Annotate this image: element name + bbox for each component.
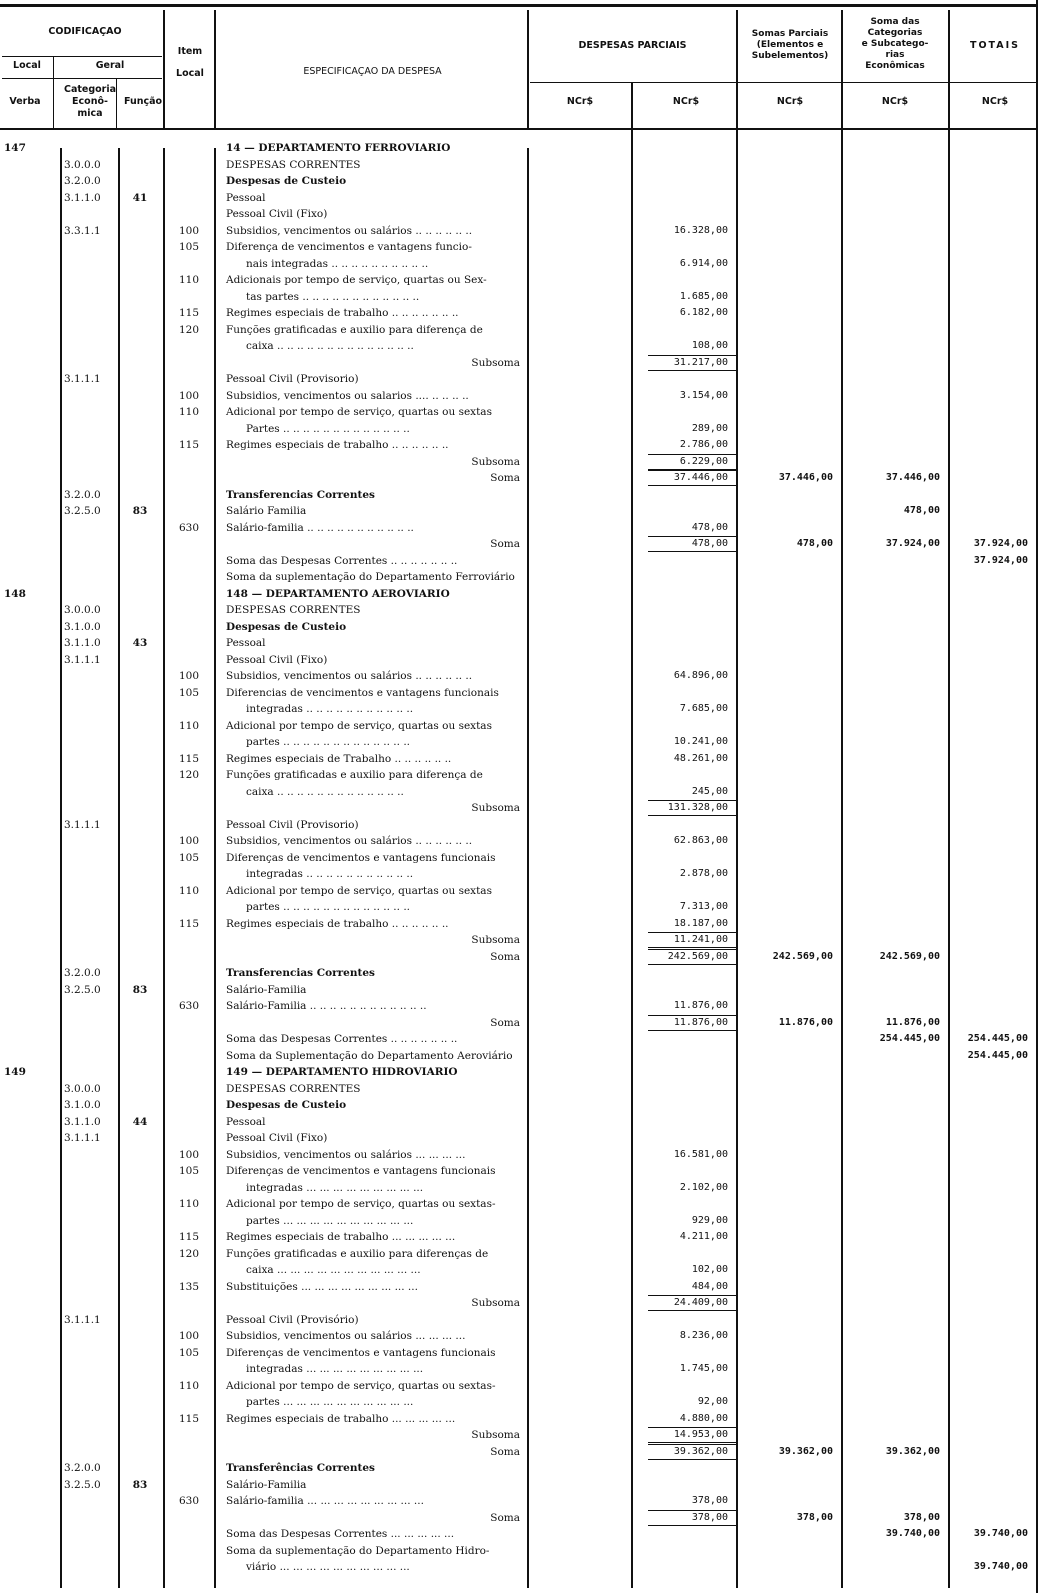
func: 83 [132,505,148,517]
v1: 245,00 [691,786,728,797]
item: 110 [178,885,200,897]
item: 115 [178,1413,200,1425]
spec: nais integradas .. .. .. .. .. .. .. .. .. .. [246,258,429,270]
sum-rule [648,485,736,486]
currency-col5: NCr$ [981,96,1009,107]
spec: Pessoal Civil (Fixo) [226,208,328,220]
currency-col1: NCr$ [566,96,594,107]
v1: 2.102,00 [679,1182,728,1193]
item: 115 [178,439,200,451]
item: 120 [178,769,200,781]
item: 120 [178,324,200,336]
spec: Soma das Despesas Correntes ... ... ... ... ... [226,1528,455,1540]
column-rule [841,128,843,1588]
spec: Soma [490,1446,520,1458]
v1: 4.211,00 [679,1231,728,1242]
sum-rule [648,1510,736,1511]
spec: Pessoal Civil (Provisorio) [226,373,359,385]
item: 115 [178,918,200,930]
cat: 3.2.0.0 [64,175,101,187]
item: 105 [178,687,200,699]
cat: 3.1.1.0 [64,1116,101,1128]
header-rule [530,82,1036,83]
v3: 478,00 [903,505,940,516]
v4: 37.924,00 [973,538,1028,549]
v1: 108,00 [691,340,728,351]
item: 110 [178,274,200,286]
spec: Subsoma [471,357,520,369]
v1: 92,00 [697,1396,728,1407]
func: 43 [132,637,148,649]
cat: 3.2.5.0 [64,505,101,517]
item: 105 [178,241,200,253]
v1: 929,00 [691,1215,728,1226]
sum-rule [648,815,736,816]
v1: 4.880,00 [679,1413,728,1424]
spec: Soma da Suplementação do Departamento Aeroviário [226,1050,513,1062]
spec: Adicional por tempo de serviço, quartas ou sextas- [226,1198,496,1210]
spec: Subsidios, vencimentos ou salários .. .. .. .. .. .. [226,225,473,237]
spec: Partes .. .. .. .. .. .. .. .. .. .. .. .. .. [246,423,410,435]
verba: 149 [4,1066,26,1078]
spec: DESPESAS CORRENTES [226,159,361,171]
v2: 478,00 [796,538,833,549]
spec: Soma da suplementação do Departamento Hidro- [226,1545,490,1557]
spec: Substituições ... ... ... ... ... ... ... ... ... [226,1281,418,1293]
v1: 62.863,00 [673,835,728,846]
spec: Soma [490,951,520,963]
v1: 11.241,00 [673,934,728,945]
sum-rule [648,1295,736,1296]
item: 110 [178,1380,200,1392]
func: 83 [132,1479,148,1491]
sum-rule [648,1442,736,1443]
v1: 10.241,00 [673,736,728,747]
spec: Despesas de Custeio [226,175,347,187]
cat: 3.1.1.1 [64,1132,101,1144]
v2: 11.876,00 [778,1017,833,1028]
spec: Subsidios, vencimentos ou salários ... ... ... ... [226,1149,466,1161]
spec: integradas ... ... ... ... ... ... ... ... ... [246,1363,424,1375]
v3: 39.740,00 [885,1528,940,1539]
v1: 1.685,00 [679,291,728,302]
v1: 242.569,00 [667,951,728,962]
spec: integradas .. .. .. .. .. .. .. .. .. .. .. [246,868,414,880]
sum-rule [648,1015,736,1016]
spec: partes .. .. .. .. .. .. .. .. .. .. .. .. .. [246,901,410,913]
header-bottom-rule [0,128,1036,130]
spec: Subsidios, vencimentos ou salários ... ... ... ... [226,1330,466,1342]
v3: 39.362,00 [885,1446,940,1457]
cat: 3.3.1.1 [64,225,101,237]
header-divider [214,10,216,128]
spec: Despesas de Custeio [226,621,347,633]
soma-cat-1: Soma das [870,17,920,27]
spec: Salário-Familia [226,984,307,996]
spec: 14 — DEPARTAMENTO FERROVIARIO [226,142,451,154]
sum-rule [648,800,736,801]
spec: 149 — DEPARTAMENTO HIDROVIARIO [226,1066,458,1078]
v2: 37.446,00 [778,472,833,483]
spec: Soma das Despesas Correntes .. .. .. .. .. .. .. [226,1033,458,1045]
cat: 3.1.1.0 [64,637,101,649]
header-divider [163,10,165,128]
v4: 39.740,00 [973,1528,1028,1539]
sum-rule [648,1525,736,1526]
item: 100 [178,1330,200,1342]
column-rule [214,148,216,1588]
column-rule [948,128,950,1588]
currency-col2: NCr$ [672,96,700,107]
spec: Adicional por tempo de serviço, quartas ou sextas [226,885,492,897]
column-rule [736,128,738,1588]
spec: Funções gratificadas e auxilio para diferença de [226,769,483,781]
sum-rule [648,947,736,948]
spec: Soma das Despesas Correntes .. .. .. .. .. .. .. [226,555,458,567]
spec: Adicional por tempo de serviço, quartas ou sextas [226,720,492,732]
column-rule [527,148,529,1588]
somas-parciais-3: Subelementos) [751,51,829,61]
v1: 378,00 [691,1512,728,1523]
spec: Funções gratificadas e auxilio para diferenças de [226,1248,489,1260]
spec: Regimes especiais de trabalho .. .. .. .. .. .. [226,439,449,451]
v3: 37.924,00 [885,538,940,549]
item: 110 [178,720,200,732]
v1: 289,00 [691,423,728,434]
spec: Transferencias Correntes [226,967,375,979]
cat: 3.2.0.0 [64,1462,101,1474]
sum-rule [648,536,736,537]
header-divider [527,10,529,128]
v1: 8.236,00 [679,1330,728,1341]
header-divider [116,78,117,128]
v1: 16.328,00 [673,225,728,236]
spec: 148 — DEPARTAMENTO AEROVIARIO [226,588,450,600]
column-rule [1036,0,1038,1593]
v3: 11.876,00 [885,1017,940,1028]
item: 115 [178,753,200,765]
economica-header-2: mica [77,108,103,119]
spec: Pessoal Civil (Fixo) [226,1132,328,1144]
v1: 48.261,00 [673,753,728,764]
v1: 478,00 [691,522,728,533]
v1: 6.229,00 [679,456,728,467]
v1: 484,00 [691,1281,728,1292]
somas-parciais-2: (Elementos e [756,40,824,50]
v1: 16.581,00 [673,1149,728,1160]
v4: 254.445,00 [967,1033,1028,1044]
cat: 3.2.0.0 [64,489,101,501]
v1: 6.914,00 [679,258,728,269]
spec: Subsidios, vencimentos ou salarios .... .. .. .. .. [226,390,469,402]
v1: 378,00 [691,1495,728,1506]
spec: Transferencias Correntes [226,489,375,501]
v3: 254.445,00 [879,1033,940,1044]
sum-rule [648,551,736,552]
spec: Adicionais por tempo de serviço, quartas ou Sex- [226,274,487,286]
item: 100 [178,390,200,402]
spec: Adicional por tempo de serviço, quartas ou sextas- [226,1380,496,1392]
sum-rule [648,1427,736,1428]
cat: 3.0.0.0 [64,159,101,171]
spec: Funções gratificadas e auxilio para diferença de [226,324,483,336]
cat: 3.2.5.0 [64,1479,101,1491]
spec: DESPESAS CORRENTES [226,1083,361,1095]
somas-parciais-1: Somas Parciais [751,29,829,39]
cat: 3.1.1.0 [64,192,101,204]
spec: Diferenças de vencimentos e vantagens funcionais [226,1347,496,1359]
spec: Pessoal [226,192,266,204]
soma-cat-3: e Subcatego- [861,39,929,49]
cat: 3.2.5.0 [64,984,101,996]
item: 115 [178,1231,200,1243]
sum-rule [648,1310,736,1311]
spec: Salário-Familia .. .. .. .. .. .. .. .. .. .. .. .. [226,1000,427,1012]
column-rule [631,128,633,1588]
cat: 3.2.0.0 [64,967,101,979]
sum-rule [648,355,736,356]
sum-rule [648,1030,736,1031]
spec: Salário-familia .. .. .. .. .. .. .. .. .. .. .. [226,522,414,534]
spec: Diferença de vencimentos e vantagens funcio- [226,241,472,253]
currency-col3: NCr$ [776,96,804,107]
v1: 102,00 [691,1264,728,1275]
spec: Salário Familia [226,505,307,517]
verba-header: Verba [9,96,41,107]
local-header: Local [13,60,41,71]
funcao-header: Função [123,96,163,107]
spec: Soma da suplementação do Departamento Ferroviário [226,571,515,583]
spec: Pessoal Civil (Provisorio) [226,819,359,831]
v1: 11.876,00 [673,1017,728,1028]
spec: DESPESAS CORRENTES [226,604,361,616]
header-divider [841,10,843,128]
item: 100 [178,225,200,237]
cat: 3.1.1.1 [64,654,101,666]
item: 120 [178,1248,200,1260]
spec: Subsoma [471,456,520,468]
v1: 6.182,00 [679,307,728,318]
item: 110 [178,406,200,418]
func: 83 [132,984,148,996]
v1: 7.685,00 [679,703,728,714]
spec: Diferencias de vencimentos e vantagens funcionais [226,687,499,699]
spec: Subsidios, vencimentos ou salários .. .. .. .. .. .. [226,670,473,682]
spec: Soma [490,472,520,484]
sum-rule [648,470,736,471]
sum-rule [648,1444,736,1445]
spec: Adicional por tempo de serviço, quartas ou sextas [226,406,492,418]
spec: Subsidios, vencimentos ou salários .. .. .. .. .. .. [226,835,473,847]
spec: Salário-Familia [226,1479,307,1491]
cat: 3.1.1.1 [64,819,101,831]
v1: 1.745,00 [679,1363,728,1374]
spec: Diferenças de vencimentos e vantagens funcionais [226,852,496,864]
header-rule [2,78,162,79]
spec: partes ... ... ... ... ... ... ... ... ... ... [246,1215,414,1227]
spec: Soma [490,538,520,550]
soma-cat-4: rias [885,50,905,60]
spec: viário ... ... ... ... ... ... ... ... ... ... [246,1561,410,1573]
column-rule [118,148,120,1588]
v1: 64.896,00 [673,670,728,681]
geral-header: Geral [95,60,125,71]
economica-header: Econô- [72,96,108,107]
item: 105 [178,1165,200,1177]
v4: 254.445,00 [967,1050,1028,1061]
verba: 147 [4,142,26,154]
item: 110 [178,1198,200,1210]
spec: integradas ... ... ... ... ... ... ... ... ... [246,1182,424,1194]
column-rule [60,148,62,1588]
header-divider [53,56,54,128]
top-border [0,4,1036,7]
item: 100 [178,835,200,847]
v1: 3.154,00 [679,390,728,401]
v3: 242.569,00 [879,951,940,962]
spec: Regimes especiais de Trabalho .. .. .. .. .. .. [226,753,452,765]
item-local-header: Local [176,68,204,79]
spec: Regimes especiais de trabalho ... ... ... ... ... [226,1413,456,1425]
item: 100 [178,1149,200,1161]
v2: 378,00 [796,1512,833,1523]
sum-rule [648,949,736,950]
v4: 37.924,00 [973,555,1028,566]
spec: tas partes .. .. .. .. .. .. .. .. .. .. .. .. [246,291,420,303]
v1: 18.187,00 [673,918,728,929]
header-rule [2,56,162,57]
spec: Regimes especiais de trabalho .. .. .. .. .. .. [226,918,449,930]
header-divider [948,10,950,128]
especificacao-header: ESPECIFICAÇAO DA DESPESA [303,66,442,77]
item: 100 [178,670,200,682]
spec: caixa ... ... ... ... ... ... ... ... ... ... ... [246,1264,421,1276]
item: 135 [178,1281,200,1293]
spec: Subsoma [471,1297,520,1309]
spec: Transferências Correntes [226,1462,375,1474]
v1: 14.953,00 [673,1429,728,1440]
item: 630 [178,522,200,534]
cat: 3.1.0.0 [64,1099,101,1111]
v1: 31.217,00 [673,357,728,368]
v1: 37.446,00 [673,472,728,483]
func: 41 [132,192,148,204]
column-rule [163,148,165,1588]
item: 115 [178,307,200,319]
v1: 2.878,00 [679,868,728,879]
spec: Regimes especiais de trabalho ... ... ... ... ... [226,1231,456,1243]
v1: 11.876,00 [673,1000,728,1011]
cat: 3.1.1.1 [64,373,101,385]
spec: Pessoal [226,1116,266,1128]
spec: integradas .. .. .. .. .. .. .. .. .. .. .. [246,703,414,715]
currency-col4: NCr$ [881,96,909,107]
header-divider [736,10,738,128]
header-divider [631,82,633,128]
spec: Subsoma [471,802,520,814]
v1: 2.786,00 [679,439,728,450]
spec: Pessoal Civil (Provisório) [226,1314,359,1326]
spec: Subsoma [471,934,520,946]
cat: 3.1.1.1 [64,1314,101,1326]
v4: 39.740,00 [973,1561,1028,1572]
item: 630 [178,1495,200,1507]
item: 630 [178,1000,200,1012]
spec: Pessoal [226,637,266,649]
func: 44 [132,1116,148,1128]
item: 105 [178,852,200,864]
v3: 378,00 [903,1512,940,1523]
v1: 39.362,00 [673,1446,728,1457]
spec: Salário-familia ... ... ... ... ... ... ... ... ... [226,1495,424,1507]
sum-rule [648,964,736,965]
soma-cat-2: Categorias [867,28,923,38]
item-header: Item [177,46,203,57]
sum-rule [648,370,736,371]
v1: 131.328,00 [667,802,728,813]
spec: Subsoma [471,1429,520,1441]
v3: 37.446,00 [885,472,940,483]
v2: 242.569,00 [772,951,833,962]
v2: 39.362,00 [778,1446,833,1457]
totais-header: TOTAIS [969,40,1021,51]
spec: caixa .. .. .. .. .. .. .. .. .. .. .. .. .. .. [246,340,414,352]
spec: partes ... ... ... ... ... ... ... ... ... ... [246,1396,414,1408]
cat: 3.1.0.0 [64,621,101,633]
v1: 478,00 [691,538,728,549]
spec: Soma [490,1512,520,1524]
sum-rule [648,1459,736,1460]
despesas-parciais-header: DESPESAS PARCIAIS [578,40,687,51]
spec: Pessoal Civil (Fixo) [226,654,328,666]
sum-rule [648,932,736,933]
spec: partes .. .. .. .. .. .. .. .. .. .. .. .. .. [246,736,410,748]
item: 105 [178,1347,200,1359]
categoria-header: Categoria [63,84,117,95]
spec: Soma [490,1017,520,1029]
v1: 7.313,00 [679,901,728,912]
spec: caixa .. .. .. .. .. .. .. .. .. .. .. .. .. [246,786,404,798]
spec: Despesas de Custeio [226,1099,347,1111]
spec: Regimes especiais de trabalho .. .. .. .. .. .. .. [226,307,459,319]
v1: 24.409,00 [673,1297,728,1308]
cat: 3.0.0.0 [64,604,101,616]
sum-rule [648,454,736,455]
spec: Diferenças de vencimentos e vantagens funcionais [226,1165,496,1177]
soma-cat-5: Econômicas [865,61,925,71]
cat: 3.0.0.0 [64,1083,101,1095]
verba: 148 [4,588,26,600]
codificacao-header: CODIFICAÇAO [48,26,122,37]
